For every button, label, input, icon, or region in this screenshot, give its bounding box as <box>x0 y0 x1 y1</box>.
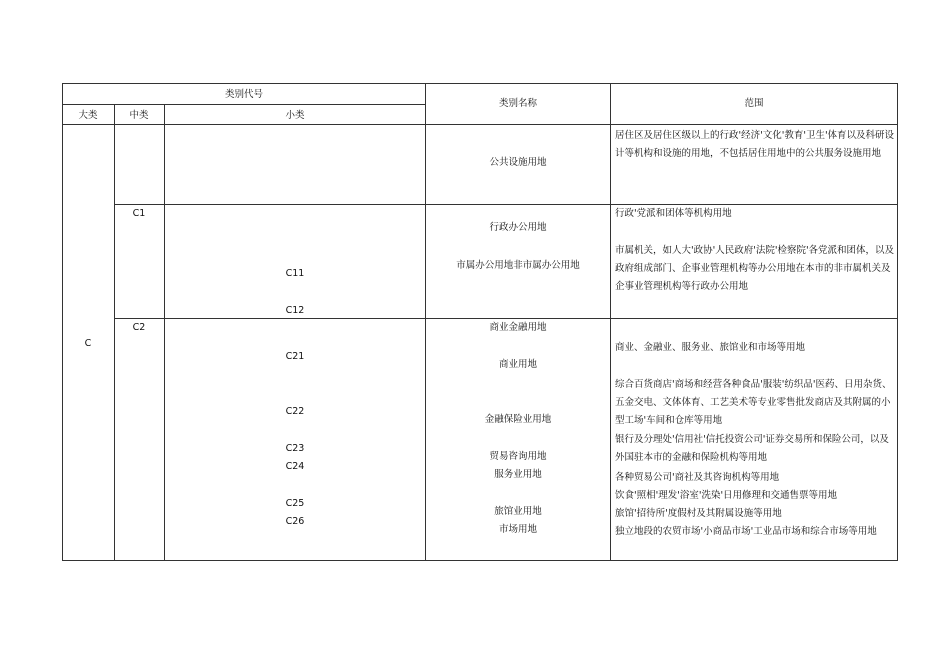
scope-c21: 综合百货商店'商场和经营各种食品'服装'纺织品'医药、日用杂货、五金交电、文体体育、工艺美术等专业零售批发商店及其附属的小型工场'车间和仓库等用地 <box>615 379 892 427</box>
scope-c26: 独立地段的农贸市场'小商品市场'工业品市场和综合市场等用地 <box>615 526 877 537</box>
scope-c23: 各种贸易公司'商社及其咨询机构等用地 <box>615 472 780 483</box>
name-c1: 行政办公用地 <box>489 222 547 233</box>
minor-c22: C22 <box>285 406 305 417</box>
table-border-right <box>897 83 898 561</box>
minor-c21: C21 <box>285 351 305 362</box>
scope-c22: 银行及分理处'信用社'信托投资公司'证券交易所和保险公司，以及外国驻本市的金融和保险机构等用地 <box>615 434 889 464</box>
table-border-bottom <box>62 560 898 561</box>
name-c22: 金融保险业用地 <box>484 414 552 425</box>
scope-c24: 饮食'照相'理发'浴室'洗染'日用修理和交通售票等用地 <box>615 490 838 501</box>
table-border-left <box>62 83 63 561</box>
name-c11-c12: 市属办公用地非市属办公用地 <box>456 260 580 271</box>
col-divider-minor <box>164 104 165 561</box>
minor-c24: C24 <box>285 461 305 472</box>
col-divider-scope <box>610 83 611 561</box>
header-name: 类别名称 <box>498 98 538 109</box>
minor-c23: C23 <box>285 443 305 454</box>
name-c2: 商业金融用地 <box>489 322 547 333</box>
col-divider-name <box>425 83 426 561</box>
scope-c11-c12: 市属机关，如人大'政协'人民政府'法院'检察院'各党派和团体，以及政府组成部门、企事业管理机构等办公用地在本市的非市属机关及企事业管理机构等行政办公用地 <box>615 245 895 293</box>
row-divider-c2 <box>114 318 898 319</box>
header-scope: 范围 <box>744 98 764 109</box>
scope-c2: 商业、金融业、服务业、旅馆业和市场等用地 <box>615 342 806 353</box>
medium-c1: C1 <box>132 208 146 219</box>
name-c21: 商业用地 <box>498 359 538 370</box>
name-c25: 旅馆业用地 <box>494 506 542 517</box>
name-c: 公共设施用地 <box>489 157 547 168</box>
header-medium: 中类 <box>129 110 149 121</box>
header-divider <box>62 104 425 105</box>
table-border-top <box>62 83 898 84</box>
scope-c25: 旅馆'招待所'度假村及其附属设施等用地 <box>615 508 782 519</box>
header-major: 大类 <box>78 110 98 121</box>
scope-c: 居住区及居住区级以上的行政'经济'文化'教育'卫生'体育以及科研设计等机构和设施的用地，不包括居住用地中的公共服务设施用地 <box>615 130 895 160</box>
header-code-group: 类别代号 <box>224 89 264 100</box>
minor-c25: C25 <box>285 498 305 509</box>
header-minor: 小类 <box>285 110 305 121</box>
minor-c11: C11 <box>285 268 305 279</box>
scope-c1: 行政'党派和团体等机构用地 <box>615 208 732 219</box>
header-bottom-rule <box>62 124 898 125</box>
minor-c12: C12 <box>285 305 305 316</box>
minor-c26: C26 <box>285 516 305 527</box>
name-c24: 服务业用地 <box>494 469 542 480</box>
major-code: C <box>84 338 92 349</box>
col-divider-medium <box>114 104 115 561</box>
name-c23: 贸易咨询用地 <box>489 451 547 462</box>
medium-c2: C2 <box>132 322 146 333</box>
name-c26: 市场用地 <box>498 524 538 535</box>
